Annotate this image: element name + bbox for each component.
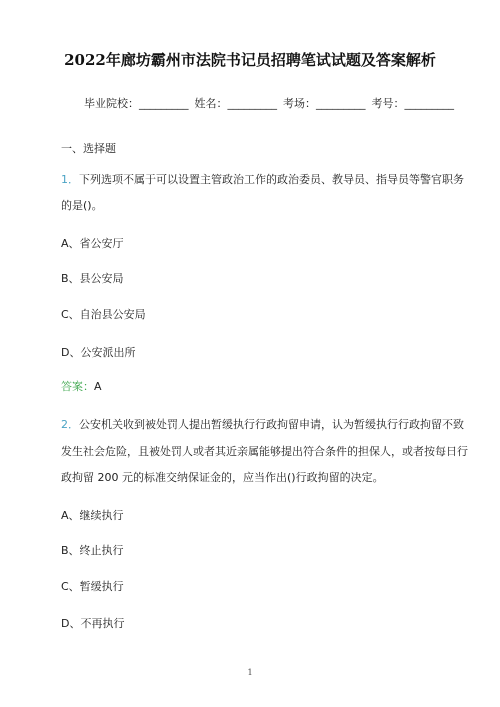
question-text: 公安机关收到被处罚人提出暂缓执行行政拘留申请，认为暂缓执行行政拘留不致	[79, 418, 464, 431]
option-d: D、公安派出所	[61, 346, 136, 359]
venue-field: 考场：_________	[283, 97, 366, 110]
option-d: D、不再执行	[61, 617, 125, 630]
answer-value: A	[94, 380, 102, 393]
question-1-line-2: 的是()。	[61, 199, 103, 212]
candidate-info-row	[84, 95, 454, 111]
option-b: B、终止执行	[61, 544, 124, 557]
answer-line	[61, 378, 102, 394]
option-c: C、自治县公安局	[61, 308, 146, 321]
question-text: 下列选项不属于可以设置主管政治工作的政治委员、教导员、指导员等警官职务	[79, 173, 464, 186]
option-a: A、省公安厅	[61, 237, 124, 250]
answer-label: 答案：	[61, 380, 94, 393]
school-field: 毕业院校：_________	[84, 97, 189, 110]
option-a: A、继续执行	[61, 509, 124, 522]
option-c: C、暂缓执行	[61, 580, 124, 593]
section-heading: 一、选择题	[61, 142, 116, 155]
exam-number-field: 考号：_________	[371, 97, 454, 110]
name-field: 姓名：_________	[194, 97, 277, 110]
question-number: 2．	[61, 418, 79, 431]
question-number: 1．	[61, 173, 79, 186]
question-2-line-2: 发生社会危险，且被处罚人或者其近亲属能够提出符合条件的担保人，或者按每日行	[61, 445, 468, 458]
question-2-line-3: 政拘留 200 元的标准交纳保证金的，应当作出()行政拘留的决定。	[61, 471, 384, 484]
question-1-line-1	[61, 171, 464, 187]
page-number: 1	[247, 668, 253, 677]
question-2-line-1	[61, 416, 464, 432]
option-b: B、县公安局	[61, 272, 124, 285]
document-title: 2022年廊坊霸州市法院书记员招聘笔试试题及答案解析	[64, 51, 436, 69]
